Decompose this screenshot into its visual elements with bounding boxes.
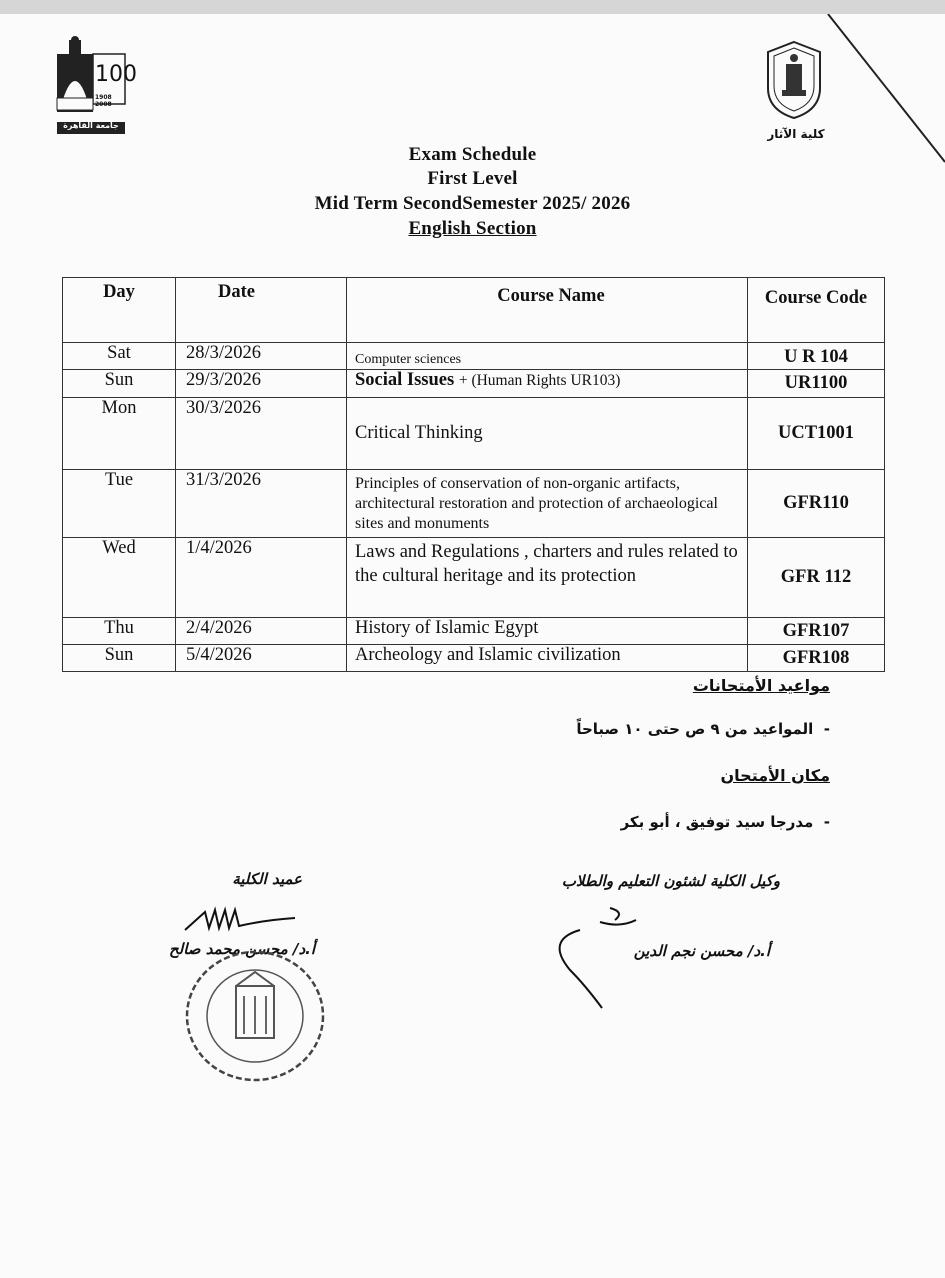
faculty-crest bbox=[760, 40, 832, 141]
table-row bbox=[63, 618, 885, 645]
cell-course-name: Principles of conservation of non-organic artifacts, architectural restoration and protection of archaeological sites and monuments bbox=[347, 470, 748, 538]
title-semester: Mid Term SecondSemester 2025/ 2026 bbox=[314, 193, 631, 214]
exam-schedule-table bbox=[62, 277, 885, 672]
bullet-dash: - bbox=[813, 720, 830, 738]
course-name-rest: + (Human Rights UR103) bbox=[458, 372, 621, 389]
cell-date: 30/3/2026 bbox=[176, 398, 347, 470]
cell-day: Thu bbox=[63, 618, 176, 645]
table-row bbox=[63, 398, 885, 470]
cell-day: Tue bbox=[63, 470, 176, 538]
bullet-dash: - bbox=[813, 813, 830, 831]
header-course-code: Course Code bbox=[748, 278, 885, 343]
header-day: Day bbox=[63, 278, 176, 343]
cell-day: Sat bbox=[63, 343, 176, 370]
cell-course-code: U R 104 bbox=[748, 343, 885, 370]
cell-day: Sun bbox=[63, 645, 176, 672]
exam-times-text: المواعيد من ٩ ص حتى ١٠ صباحاً bbox=[576, 720, 814, 738]
cell-date: 1/4/2026 bbox=[176, 538, 347, 618]
cell-course-name: Critical Thinking bbox=[347, 398, 748, 470]
cell-date: 28/3/2026 bbox=[176, 343, 347, 370]
table-header-row bbox=[63, 278, 885, 343]
university-logo bbox=[55, 36, 137, 136]
exam-times-item bbox=[460, 720, 830, 738]
logo-university-name: جامعة القاهرة bbox=[63, 121, 119, 130]
cell-course-name: Laws and Regulations , charters and rules related to the cultural heritage and its protection bbox=[347, 538, 748, 618]
cell-course-name: Archeology and Islamic civilization bbox=[347, 645, 748, 672]
logo-years: 1908 2008 bbox=[95, 94, 112, 108]
cell-date: 5/4/2026 bbox=[176, 645, 347, 672]
exam-place-text: مدرجا سيد توفيق ، أبو بكر bbox=[620, 813, 814, 831]
official-stamp bbox=[180, 946, 330, 1086]
logo-number: 100 bbox=[95, 62, 137, 87]
scan-top-edge bbox=[0, 0, 945, 14]
cell-course-code: UCT1001 bbox=[748, 398, 885, 470]
table-row bbox=[63, 343, 885, 370]
title-section: English Section bbox=[408, 218, 537, 239]
title-level: First Level bbox=[427, 168, 518, 189]
header-date: Date bbox=[176, 278, 347, 343]
cell-date: 31/3/2026 bbox=[176, 470, 347, 538]
exam-place-item bbox=[460, 813, 830, 831]
course-name-bold: Social Issues bbox=[355, 370, 455, 390]
faculty-crest-icon bbox=[764, 40, 824, 120]
cell-date: 2/4/2026 bbox=[176, 618, 347, 645]
dean-signature bbox=[175, 900, 315, 940]
fold-line bbox=[820, 14, 945, 164]
cell-day: Wed bbox=[63, 538, 176, 618]
cell-day: Sun bbox=[63, 370, 176, 398]
faculty-name: كلية الآثار bbox=[767, 127, 825, 141]
cell-date: 29/3/2026 bbox=[176, 370, 347, 398]
cell-course-code: GFR 112 bbox=[748, 538, 885, 618]
exam-times-heading: مواعيد الأمتحانات bbox=[692, 676, 830, 695]
exam-place-heading: مكان الأمتحان bbox=[720, 766, 830, 785]
table-row bbox=[63, 538, 885, 618]
cell-course-name: Computer sciences bbox=[355, 352, 462, 367]
cell-course-code: GFR108 bbox=[748, 645, 885, 672]
dean-title: عميد الكلية bbox=[232, 870, 302, 888]
table-row bbox=[63, 370, 885, 398]
vice-dean-title: وكيل الكلية لشئون التعليم والطلاب bbox=[561, 872, 780, 890]
dean-name: أ.د/ محسن محمد صالح bbox=[168, 940, 315, 958]
table-row bbox=[63, 470, 885, 538]
vice-dean-name: أ.د/ محسن نجم الدين bbox=[633, 942, 770, 960]
cell-course-code: GFR107 bbox=[748, 618, 885, 645]
cell-course-code: GFR110 bbox=[748, 470, 885, 538]
cell-course-name bbox=[347, 370, 748, 398]
table-row bbox=[63, 645, 885, 672]
cell-course-name: History of Islamic Egypt bbox=[347, 618, 748, 645]
cell-course-code: UR1100 bbox=[748, 370, 885, 398]
title-exam-schedule: Exam Schedule bbox=[408, 144, 537, 165]
cell-day: Mon bbox=[63, 398, 176, 470]
header-course-name: Course Name bbox=[347, 278, 748, 343]
